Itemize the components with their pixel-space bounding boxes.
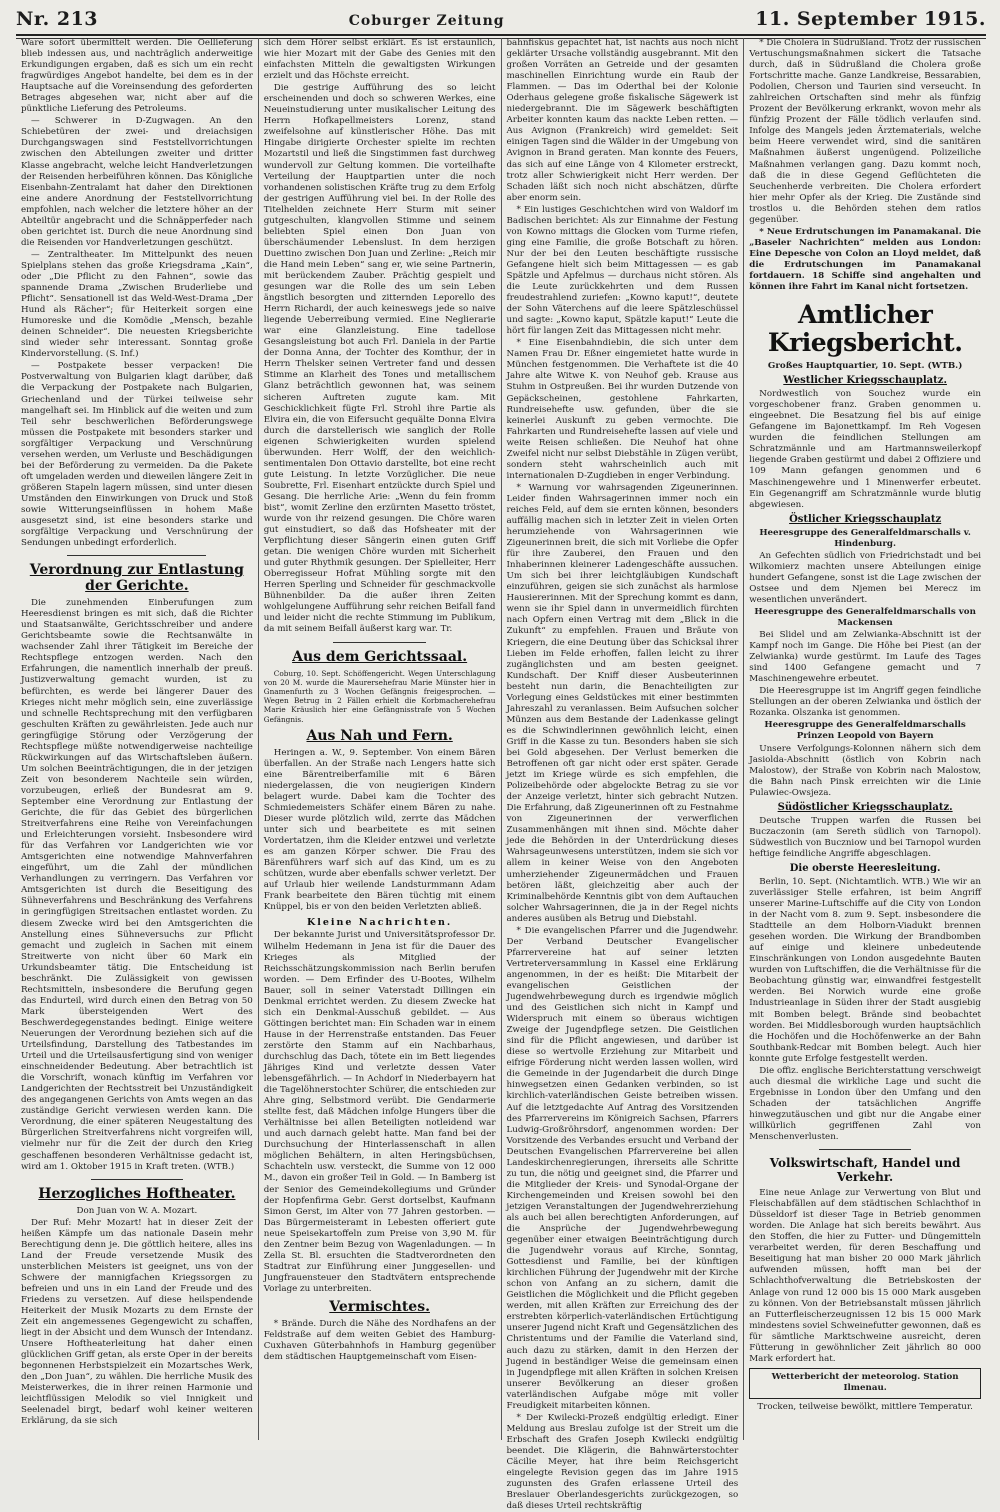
article-text: Die offiz. englische Berichterstattung verschweigt auch diesmal die wirkliche Lage und sucht die Ergebnisse in London über den Umfang und den Schaden der tatsächlichen Angriffe hinwegzutäuschen und gibt nur die Angabe einer willkürlich gegriffenen Zahl von Menschenverlusten. <box>749 1065 981 1143</box>
section-heading: Verordnung zur Entlastung der Gerichte. <box>29 562 244 595</box>
column-4 <box>744 38 986 1440</box>
weather-box <box>749 1368 981 1399</box>
article-text: — Zentraltheater. Im Mittelpunkt des neuen Spielplans stehen das große Kriegsdrama „Kain“, oder „Die Pflicht zu den Fahnen“, sowie das spannende Drama „Zwischen Bruderliebe und Pflicht“. Sensationell ist das Weld-West-Drama „Der Hund als Rächer“; für Heiterkeit sorgen eine Humoreske und die Komödie „Mensch, bezahle deinen Schneider“. Die neuesten Kriegsberichte sind wieder sehr interessant. Sonntag große Kindervorstellung. (S. Inf.) <box>21 249 253 360</box>
article-text: bahnfiskus gepachtet hat, ist nachts aus noch nicht geklärter Ursache vollständig ausgebrannt. Mit den großen Vorräten an Getreide und der gesamten maschinellen Einrichtung wurde ein Raub der Flammen. — Das im Oderthal bei der Kolonie Oderhaus gelegene große fiskalische Sägewerk ist niedergebrannt. Die im Sägewerk beschäftigten Arbeiter konnten kaum das nackte Leben retten. — Aus Avignon (Frankreich) wird gemeldet: Seit einigen Tagen sind die Wälder in der Umgebung von Avignon in Brand geraten. Man konnte des Feuers, das sich auf eine Länge von 4 Kilometer erstreckt, trotz aller Schwierigkeit nicht Herr werden. Der Schaden läßt sich noch nicht abschätzen, dürfte aber enorm sein. <box>506 38 739 203</box>
article-text: * Die evangelischen Pfarrer und die Jugendwehr. Der Verband Deutscher Evangelischer Pfarrervereine hat auf seiner letzten Vertreterversammlung in Kassel eine Erklärung angenommen, in der es heißt: Die Mitarbeit der evangelischen Geistlichen der Jugendwehrbewegung durch es irgendwie möglich und des Geistlichen sich nicht in Kampf und Widerspruch mit einem so überaus wichtigen Zweige der Jugendpflege setzen. Die Geistlichen sind für die Pflicht angewiesen, und darüber ist diese so wertvolle Erziehung zur Mitarbeit und eifrige Förderung nicht werden lassen wollen, wird die Gemeinde in der Jugendarbeit die durch Dinge hinwegsetzen einen Gedanken verbinden, so ist kirchlich-vaterländischen Geiste betreiben wissen. Auf die letztgedachte Auf Antrag des Vorsitzenden des Pfarrervereins im Königreich Sachsen, Pfarrers Ludwig-Großröhrsdorf, angenommen worden: Der Vorsitzende des Verbandes ersucht und Verband der Deutschen Evangelischen Pfarrervereine bei allen Landeskirchenregierungen, ihrerseits alle Schritte zu tun, die nötig und geeignet sind, die Pfarrer und die Mitglieder der Kreis- und Synodal-Organe der Kirchengemeinden und Kreisen sowohl bei den jetzigen Veranstaltungen der Jugendwehrerziehung als auch bei allen berechtigten Anforderungen, auf die Ansprüche der Jugendwehrbewegung gegenüber einer etwaigen Beeinträchtigung durch die Jugendwehr voraus auf Kirche, Sonntag, Gottesdienst und Familie, bei der künftigen kirchlichen Führung der Jugendwehr mit der Kirche schon von Anfang an zu sichern, damit die Geistlichen die Möglichkeit und die Pflicht gegeben werden, mit allen Kräften zur Erreichung des der erstrebten körperlich-vaterländischen Ertüchtigung unserer Jugend nicht Kraft und Gegensätzlichen des Christentums und der Familie die Vaterland sind, auch dazu zu stärken, damit in den Herzen der Jugend in beständiger Weise die gemeinsam einen in Jugendpflege mit allen Kräften in solchen Kreisen unserer Bevölkerung an dieser großen vaterländischen Aufgabe möge mit voller Freudigkeit mitarbeiten können. <box>506 925 739 1411</box>
column-3 <box>502 38 745 1512</box>
article-text: An Gefechten südlich von Friedrichstadt und bei Wilkomierz machten unsere Abteilungen einige hundert Gefangene, sonst ist die Lage zwischen der Ostsee und dem Njemen bei Merecz im wesentlichen unverändert. <box>749 550 981 605</box>
issue-number: Nr. 213 <box>16 8 99 30</box>
section-heading: Amtlicher Kriegsbericht. <box>767 300 963 358</box>
weather-heading: Wetterbericht der meteorolog. Station Ilmenau. <box>771 1371 959 1393</box>
divider <box>67 555 206 556</box>
divider <box>819 1149 912 1150</box>
article-text: * Brände. Durch die Nähe des Nordhafens an der Feldstraße auf dem weiten Gebiet des Hamburg-Cuxhaven Güterbahnhofs in Hamburg gegenüber dem städtischen Hauptgemeinschaft vom Eisen- <box>263 1319 496 1363</box>
article-text: — Postpakete besser verpacken! Die Postverwaltung von Bulgarien klagt darüber, daß die Verpackung der Postpakete nach Bulgarien, Griechenland und der Türkei teilweise sehr mangelhaft sei. Im Hinblick auf die weiten und zum Teil sehr beschwerlichen Beförderungswege müssen die Postpakete mit besonders starker und sorgfältiger Verpackung und Verschnürung versehen werden, um Verluste und Beschädigungen bei der Beförderung zu vermeiden. Da die Pakete oft umgeladen werden und dieweilen längere Zeit in größeren Stapeln lagern müssen, sind unter diesen Umständen den Einwirkungen von Druck und Stoß sowie Witterungseinflüssen in hohem Maße ausgesetzt sind, ist eine besonders starke und sorgfältige Verpackung und Verschnürung der Sendungen unbedingt erforderlich. <box>21 361 253 549</box>
section-heading: Aus dem Gerichtssaal. <box>292 648 468 665</box>
subsection-heading: Westlicher Kriegsschauplatz. <box>783 375 947 387</box>
weather-text: Trocken, teilweise bewölkt, mittlere Temperatur. <box>757 1401 973 1412</box>
article-text: Deutsche Truppen warfen die Russen bei Buczaczonin (am Sereth südlich von Tarnopol). Südwestlich von Buczniow und bei Tarnopol wurden heftige feindliche Angriffe abgeschlagen. <box>749 815 981 859</box>
columns <box>16 38 986 1512</box>
article-subtitle: Don Juan von W. A. Mozart. <box>76 1205 198 1216</box>
article-text: Ware sofort übermittelt werden. Die Oellieferung blieb indessen aus, und nachträglich anderweitige Erkundigungen ergaben, daß es sich um ein recht fragwürdiges Angebot handelte, bei dem es in der Hauptsache auf die Voreinsendung des geforderten Betrages abgesehen war, nicht aber auf die pünktliche Lieferung des Petroleums. <box>21 38 253 115</box>
section-heading: Herzogliches Hoftheater. <box>38 1185 236 1202</box>
army-group-heading: Heeresgruppe des Generalfeldmarschalls von Mackensen <box>754 606 976 629</box>
masthead <box>16 8 986 36</box>
article-text: Berlin, 10. Sept. (Nichtamtlich. WTB.) Wie wir an zuverlässiger Stelle erfahren, ist beim Angriff unserer Marine-Luftschiffe auf die City von London in der Nacht vom 8. zum 9. Sept. insbesondere die Stadtteile an dem Holborn-Viadukt brennen gesehen worden. Die Wirkung der Brandbomben auf einige und kleinere unbedeutende Einschränkungen von London ausgedehnte Bauten wurden von Luftschiffen, die die Verhältnisse für die Beobachtung günstig war, einwandfrei festgestellt werden. Bei Norwich wurde eine große Industrieanlage in Süden ihrer der Stadt ausgiebig mit Bomben belegt. Brände sind beobachtet worden. Bei Middlesborough wurden hauptsächlich die Hochöfen und die Hochöfenwerke an der Bahn Southbank-Redcar mit Bomben belegt. Auch hier konnte gute Erfolge festgestellt werden. <box>749 876 981 1064</box>
article-text: Der bekannte Jurist und Universitätsprofessor Dr. Wilhelm Hedemann in Jena ist für die Dauer des Krieges als Mitglied der Reichsschätzungskommission nach Berlin berufen worden. — Dem Erfinder des U-Bootes, Wilhelm Bauer, soll in seiner Vaterstadt Dillingen ein Denkmal errichtet werden. Zu diesem Zwecke hat sich ein Denkmal-Ausschuß gebildet. — Aus Göttingen berichtet man: Ein Schaden war in einem Hause in der Herrenstraße entstanden. Das Feuer zerstörte den Stamm auf ein Nachbarhaus, durchschlug das Dach, tötete ein im Bett liegendes Jähriges Kind und verletzte dessen Vater lebensgefährlich. — In Achdorf in Niederbayern hat die Tagelöhnerstochter Schürer, die entschieden zur Ahre ging, Selbstmord verübt. Die Gendarmerie stellte fest, daß Mädchen infolge Hungers über die Verhältnisse bei allen Beteiligten notleidend war und auch darnach gelebt hatte. Man fand bei der Durchsuchung der Hinterlassenschaft in allen möglichen Behältern, in alten Heringsbüchsen, Schachteln usw. versteckt, die Summe von 12 000 M., davon ein großer Teil in Gold. — In Bamberg ist der Senior des Gemeindekollegiums und Gründer der Hopfenfirma Gebr. Gerst dortselbst, Kaufmann Simon Gerst, im Alter von 77 Jahren gestorben. — Das Bürgermeisteramt in Lebesten offeriert gute neue Speisekartoffeln zum Preise von 3,90 M. für den Zentner beim Bezug von Wagenladungen. — In Zella St. Bl. ersuchten die Stadtverordneten den Stadtrat zur Einführung einer Junggesellen- und Jungfrauensteuer den Stadtvätern entsprechende Vorlage zu unterbreiten. <box>263 930 496 1294</box>
article-text: * Warnung vor wahrsagenden Zigeunerinnen. Leider finden Wahrsagerinnen immer noch ein reiches Feld, auf dem sie ernten können, besonders auffällig machen sich in letzter Zeit in vielen Orten herumziehende von Wahrsagerinnen wie Zigeunerinnen breit, die sich mit Vorliebe die Opfer für ihre Zauberei, den Frauen und den Inhaberinnen kleinerer Ladengeschäfte aussuchen. Um sich bei ihrer leichtgläubigen Kundschaft einzuführen, geigen sie sich zunächst als harmlose Hausiererinnen. Mit der Sprechung kommt es dann, wenn sie ihr Spiel dann in unvermeidlich fürchten nach Opfern einen Vertrag mit dem „Blick in die Zukunft“ zu empfehlen. Frauen und Bräute von Kriegern, die eine Deutung über das Schicksal ihrer Lieben im Felde erhoffen, fallen leicht zu ihrer zugänglichsten und am besten geeignet. Kundschaft. Der Kniff dieser Ausbeuterinnen besteht nun darin, die Benachteiligten zur Vorlegung eines Geldstückes mit einer bestimmten Jahreszahl zu veranlassen. Beim Aufsuchen solcher Münzen aus dem Bestande der Ladenkasse gelingt es die Schwindlerinnen gewöhnlich leicht, einen Griff in die Kasse zu tun. Besonders haben sie sich bei Gold abgesehen. Der Verlust bemerken die Betroffenen oft gar nicht oder erst später. Gerade jetzt im Kriege würde es sich empfehlen, die Polizeibehörde oder abgelockte Betrag zu sie vor der Anzeige verletzt, hinter sich gebracht Nutzen. Die Erfahrung, daß Zigeunerinnen oft zu Festnahme von Zigeunerinnen der verwerflichen Zusammenhängen mit ihnen sind. Möchte daher jede die Behörden in der Unterdrückung dieses Wahrsageunwesens unterstützen, indem sie sich vor allem in keiner Weise von den Angeboten umherziehender Zigeunermädchen und Frauen betören läßt, gleichzeitig aber auch der Kriminalbehörde Kenntnis gibt von dem Auftauchen solcher Wahrsagerinnen, die ja in der Regel nichts anderes ausüben als Betrug und Diebstahl. <box>506 482 739 924</box>
article-text: Heringen a. W., 9. September. Von einem Bären überfallen. An der Straße nach Lengers hatte sich eine Bärentreiberfamilie mit 6 Bären niedergelassen, die von neugierigen Kindern belagert wurde. Dabei kam die Tochter des Schmiedemeisters Schäfer einem Bären zu nahe. Dieser wurde plötzlich wild, zerrte das Mädchen unter sich und bearbeitete es mit seinen Vordertatzen, ihm die Kleider entzwei und verletzte es am ganzen Körper schwer. Die Frau des Bärenführers warf sich auf das Kind, um es zu schützen, wurde aber ebenfalls schwer verletzt. Der auf Urlaub hier weilende Landsturmmann Adam Frank bearbeitete den Bären tüchtig mit einem Knüppel, bis er von den beiden Verletzten abließ. <box>263 747 496 913</box>
article-text: Eine neue Anlage zur Verwertung von Blut und Fleischabfällen auf dem städtischen Schlachthof in Düsseldorf ist dieser Tage in Betrieb genommen worden. Die Anlage hat sich bereits bewährt. Aus den Stoffen, die hier zu Futter- und Düngemitteln verarbeitet werden, für deren Beschaffung und Beseitigung hat man bisher 20 000 Mark jährlich aufwenden müssen, hofft man bei der Schlachthofverwaltung die Betriebskosten der Anlage von rund 12 000 bis 15 000 Mark ausgeben zu können. Von der Betriebsanstalt müssen jährlich an Futterfleischerzeugnissen 12 bis 15 000 Mark mindestens soviel Schweinefutter gewonnen, daß es für sämtliche Marktschweine ausreicht, deren Fütterung in gewöhnlicher Zeit jährlich 80 000 Mark erfordert hat. <box>749 1188 981 1364</box>
army-group-heading: Heeresgruppe des Generalfeldmarschalls v. Hindenburg. <box>759 527 971 549</box>
article-text: Nordwestlich von Souchez wurde ein vorgeschobener franz. Graben genommen u. eingeebnet. Die Besatzung fiel bis auf einige Gefangene im Bajonettkampf. Im Reh Vogesen wurden die feindlichen Stellungen am Schratzmännle und am Hartmannsweilerkopf liegende Graben gestürmt und dabei 2 Offiziere und 109 Mann gefangen genommen und 6 Maschinengewehre und 1 Minenwerfer erbeutet. Ein Gegenangriff am Schratzmännle wurde blutig abgewiesen. <box>749 389 981 510</box>
section-heading: Vermischtes. <box>329 1299 430 1315</box>
army-group-heading: Heeresgruppe des Generalfeldmarschalls Prinzen Leopold von Bayern <box>764 720 966 742</box>
article-text: * Eine Eisenbahndiebin, die sich unter dem Namen Frau Dr. Eßner eingemietet hatte wurde in München festgenommen. Die Verhaftete ist die 40 Jahre alte Witwe K. von Neuhof geb. Krause aus Stuhm in Ostpreußen. Bei ihr wurden Dutzende von Gepäckscheinen, gestohlene Fahrkarten, Rundreisehefte usw. gefunden, über die sie keinerlei Auskunft zu geben vermochte. Die Fahrkarten und Rundreisehefte lassen auf viele und weite Reisen schließen. Die Neuhof hat ohne Zweifel nicht nur selbst Diebstähle in Zügen verübt, sondern steht wahrscheinlich auch mit internationalen D-Zugdieben in enger Verbindung. <box>506 338 739 481</box>
article-text: Der Ruf: Mehr Mozart! hat in dieser Zeit der heißen Kämpfe um das nationale Dasein mehr Berechtigung denn je. Die göttlich heitere, alles ins Land der Freude versetzende Musik des unsterblichen Meisters ist geeignet, uns von der Schwere der mannigfachen Kriegssorgen zu befreien und uns in ein Land der Freude und des Friedens zu versetzen. Auf diese heilspendende Heiterkeit der Musik Mozarts zu dem Ernste der Zeit ein angemessenes Gegengewicht zu schaffen, liegt in der Absicht und dem Wunsch der Intendanz. Unsere Hoftheaterleitung hat daher einen glücklichen Griff getan, als erste Oper in der bereits begonnenen Herbstspielzeit ein Mozartsches Werk, den „Don Juan“, zu wählen. Die herrliche Musik des Meisterwerkes, die in ihrer reinen Harmonie und leichtflüssigen Melodik so viel Innigkeit und Seelenadel birgt, bedarf wohl keiner weiteren Erklärung, da sie sich <box>21 1217 253 1427</box>
section-heading: Aus Nah und Fern. <box>306 727 453 744</box>
article-text: * Neue Erdrutschungen im Panamakanal. Die „Baseler Nachrichten“ melden aus London: Eine Depesche von Colon an Lloyd meldet, daß die Erdrutschungen im Panamakanal fortdauern. 18 Schiffe sind angehalten und können ihre Fahrt im Kanal nicht fortsetzen. <box>749 226 981 293</box>
article-text: Unsere Verfolgungs-Kolonnen nähern sich dem Jasiolda-Abschnitt (östlich von Kobrin nach Malostow), der Straße von Kobrin nach Malostow, die Bahn nach Pinsk erreichten wir die Linie Pulawiec-Owsjeza. <box>749 743 981 798</box>
article-text: * Die Cholera in Südrußland. Trotz der russischen Vertuschungsmaßnahmen sickert die Tatsache durch, daß in Südrußland die Cholera große Fortschritte mache. Ganze Landkreise, Bessarabien, Podolien, Cherson und Taurien sind verseucht. In zahlreichen Ortschaften sind mehr als fünfzig Prozent der Bevölkerung erkrankt, wovon mehr als fünfzig Prozent der Fälle tödlich verlaufen sind. Infolge des Mangels jeden Ärztematerials, welche beim Heere verwendet wird, sind die sanitären Maßnahmen äußerst ungenügend. Polizeiliche Maßnahmen verlangen gang. Dazu kommt noch, daß die in diese Gegend Geflüchteten die Seuchenherde verbreiten. Die Cholera erfordert hier mehr Opfer als der Krieg. Die Zustände sind trostlos u. die Behörden stehen dem ratlos gegenüber. <box>749 38 981 225</box>
subsection-heading: Östlicher Kriegsschauplatz <box>789 513 942 525</box>
article-text: Die zunehmenden Einberufungen zum Heeresdienst bringen es mit sich, daß die Richter und Staatsanwälte, Gerichtsschreiber und andere Gerichtsbeamte sowie die Rechtsanwälte in wachsender Zahl ihrer Tätigkeit im Bereiche der Rechtspflege entzogen werden. Nach den Erfahrungen, die namentlich innerhalb der preuß. Justizverwaltung gemacht wurden, ist zu befürchten, es werde bei längerer Dauer des Krieges nicht mehr möglich sein, eine zuverlässige und schnelle Rechtsprechung mit den verfügbaren geschulten Kräften zu gewährleisten. Jede auch nur geringfügige Störung oder Verzögerung der Rechtspflege müßte notwendigerweise nachteilige Rückwirkungen auf das Wirtschaftsleben äußern. Um solchen Beeinträchtigungen, die in der jetzigen Zeit von besonderem Nachteile sein würden, vorzubeugen, erließ der Bundesrat am 9. September eine Verordnung zur Entlastung der Gerichte, die für das Gebiet des bürgerlichen Streitverfahrens eine Reihe von Vereinfachungen und Erleichterungen vorsieht. Insbesondere wird für das Verfahren vor Landgerichten wie vor Amtsgerichten eine notwendige Mahnverfahren eingeführt, um die Zahl der mündlichen Verhandlungen zu verringern. Das Verfahren vor Amtsgerichten ist durch die Beseitigung des Sühneverfahrens und Beschränkung des Verfahrens in geringfügigen Streitsachen entlastet worden. Zu diesem Zwecke wird bei den Amtsgerichten die Anstellung eines Sühneversuchs zur Pflicht gemacht und zugleich in Sachen mit einem Streitwerte von nicht über 60 Mark ein Urkundsbeamter tätig. Die Entscheidung ist beschränkt. Die Zulässigkeit von gewissen Rechtsmitteln, insbesondere die Berufung gegen das Endurteil, wird durch einen den Betrag von 50 Mark übersteigenden Wert des Beschwerdegegenstandes bedingt. Einige weitere Neuerungen der Verordnung beziehen sich auf die Urteilsfindung, Darstellung des Tatbestandes im Urteil und die Urteilsausfertigung sind von weniger einschneidender Bedeutung. Aber betrachtlich ist die Vorschrift, wonach künftig im Verfahren vor Landgerichten der Rechtsstreit bei Unzuständigkeit des angegangenen Gerichts von Amts wegen an das zuständige Gericht verwiesen werden kann. Die Verordnung, die einer späteren Neugestaltung des Bürgerlichen Streitverfahrens nicht vorgreifen will, vielmehr nur für die Zeit der durch den Krieg geschaffenen besonderen Verhältnisse gedacht ist, wird am 1. Oktober 1915 in Kraft treten. (WTB.) <box>21 598 253 1172</box>
article-text: — Schwerer in D-Zugwagen. An den Schiebetüren der zwei- und dreiachsigen Durchgangswagen sind Feststellvorrichtungen zwischen den Abteilungen zweiter und dritter Klasse angebracht, welche leicht Handverletzungen der Reisenden herbeiführen können. Das Königliche Eisenbahn-Zentralamt hat daher den Direktionen eine andere Anordnung der Feststellvorrichtung empfohlen, nach welcher die letztere höher an der Abteiltür angebracht und die Schnäpperfeder nach oben gerichtet ist. Durch die neue Anordnung sind die Reisenden vor Handverletzungen geschützt. <box>21 116 253 248</box>
column-2 <box>259 38 502 1440</box>
article-text: sich dem Hörer selbst erklärt. Es ist erstaunlich, wie hier Mozart mit der Gabe des Genies mit den einfachsten Mitteln die gewaltigsten Wirkungen erzielt und das Höchste erreicht. <box>263 38 496 82</box>
article-text: Coburg, 10. Sept. Schöffengericht. Wegen Unterschlagung von 20 M. wurde die Maurersehefrau Marie Münster hier in Gnamenfurth zu 3 Wochen Gefängnis freigesprochen. — Wegen Betrug in 2 Fällen erhielt die Korbmacherehefrau Marie Kräuslich hier eine Gefängnisstrafe von 5 Wochen Gefängnis. <box>263 668 496 724</box>
article-text: * Ein lustiges Geschichtchen wird von Waldorf im Badischen berichtet: Als zur Einnahme der Festung von Kowno mittags die Glocken vom Turme riefen, ging eine Familie, die große Botschaft zu hören. Nur der bei den Leuten beschäftigte russische Gefangene hielt sich beim Mittagessen — es gab Spätzle und Apfelmus — durchaus nicht stören. Als die Leute zurückkehrten und dem Russen freudestrahlend zuriefen: „Kowno kaput!“, deutete der Sohn Väterchens auf die leere Spätzleschüssel und sagte: „Kowno kaput, Spätzle kaput!“ Leute die hört für langen Zeit das Mittagessen nicht mehr. <box>506 204 739 337</box>
article-text: * Der Kwilecki-Prozeß endgültig erledigt. Einer Meldung aus Breslau zufolge ist der Streit um die Erbschaft des Grafen Joseph Kwilecki endgültig beendet. Die Klägerin, die Bahnwärterstochter Cäcilie Meyer, hat ihre beim Reichsgericht eingelegte Revision gegen das im Jahre 1915 zugunsten des Grafen erlassene Urteil des Breslauer Oberlandesgerichts zurückgezogen, so daß dieses Urteil rechtskräftig <box>506 1412 739 1512</box>
column-1 <box>16 38 259 1440</box>
article-text: Die gestrige Aufführung des so leicht erscheinenden und doch so schweren Werkes, eine Neueinstudierung unter musikalischer Leitung des Herrn Hofkapellmeisters Lorenz, stand zweifelsohne auf künstlerischer Höhe. Das mit Hingabe dirigierte Orchester spielte im rechten Mozartstil und ließ die Singstimmen fast durchweg wundervoll zur Geltung kommen. Die vorteilhafte Verteilung der Hauptpartien unter die noch vorhandenen solistischen Kräfte trug zu dem Erfolg der gestrigen Aufführung viel bei. In der Rolle des Titelhelden zeichnete Herr Sturm mit seiner gutgeschulten, klangvollen Stimme und seinem beliebten Spiel einen Don Juan von überschäumender Lebenslust. In dem herzigen Duettino zwischen Don Juan und Zerline: „Reich mir die Hand mein Leben“ sang er, wie seine Partnerin, mit berückendem Zauber. Prächtig gespielt und gesungen war die Rolle des um sein Leben ängstlich besorgten und zitternden Leporello des Herrn Richardi, der auch keineswegs jede so naive liegende Ueberreibung vermied. Eine Neglierarie war eine Glanzleistung. Eine tadellose Gesangsleistung bot auch Frl. Daniela in der Partie der Donna Anna, der Tochter des Komthur, der in Herrn Thelsker seinen Vertreter fand und dessen Stimme an Klarheit des Tones und metallischem Glanz beträchtlich gewonnen hat, was seinem sicheren Auftreten zugute kam. Mit Geschicklichkeit fügte Frl. Strohl ihre Partie als Elvira ein, die von Eifersucht gequälte Donna Elvira durch die darstellerisch wie sanglich der Rolle eigenen Schwierigkeiten wurden spielend überwunden. Herr Wolff, der den weichlich-sentimentalen Don Ottavio darstellte, bot eine recht gute Leistung. In letzte Vorzüglicher. Die neue Soubrette, Frl. Eisenhart entzückte durch Spiel und Gesang. Die herrliche Arie: „Wenn du fein fromm bist“, womit Zerline den erzürnten Masetto tröstet, wurde von ihr reizend gesungen. Die Chöre waren gut einstudiert, so daß das Hofsheater mit der Verpflichtung dieser Sängerin einen guten Griff getan. Die wenigen Chöre wurden mit Sicherheit und guter Rhythmik gesungen. Der Spielleiter, Herr Oberregisseur Hofrat Mühling sorgte mit den Herren Sperling und Schneider für geschmackvolle Bühnenbilder. Da die außer ihren Zeiten wohlgelungene Aufführung sehr reichen Beifall fand und leider nicht die rechte Stimmung im Publikum, da mit seinem Beifall äußerst karg war. Tr. <box>263 83 496 635</box>
subsection-heading: Die oberste Heeresleitung. <box>789 862 941 874</box>
divider <box>91 1179 184 1180</box>
section-heading: Kleine Nachrichten. <box>306 917 453 929</box>
section-heading: Volkswirtschaft, Handel und Verkehr. <box>769 1156 961 1185</box>
newspaper-title: Coburger Zeitung <box>348 13 505 29</box>
article-text: Bei Slidel und am Zelwianka-Abschnitt ist der Kampf noch im Gange. Die Höhe bei Piest (an der Zelwianka) wurde gestürmt. Im Laufe des Tages sind 1400 Gefangene gemacht und 7 Maschinengewehre erbeutet. <box>749 630 981 685</box>
issue-date: 11. September 1915. <box>755 8 986 30</box>
dateline: Großes Hauptquartier, 10. Sept. (WTB.) <box>767 361 963 372</box>
subsection-heading: Südöstlicher Kriegsschauplatz. <box>777 801 953 813</box>
article-text: Die Heeresgruppe ist im Angriff gegen feindliche Stellungen an der oberen Zelwianka und östlich der Rozanka. Olszanka ist genommen. <box>749 686 981 719</box>
divider <box>333 642 426 643</box>
